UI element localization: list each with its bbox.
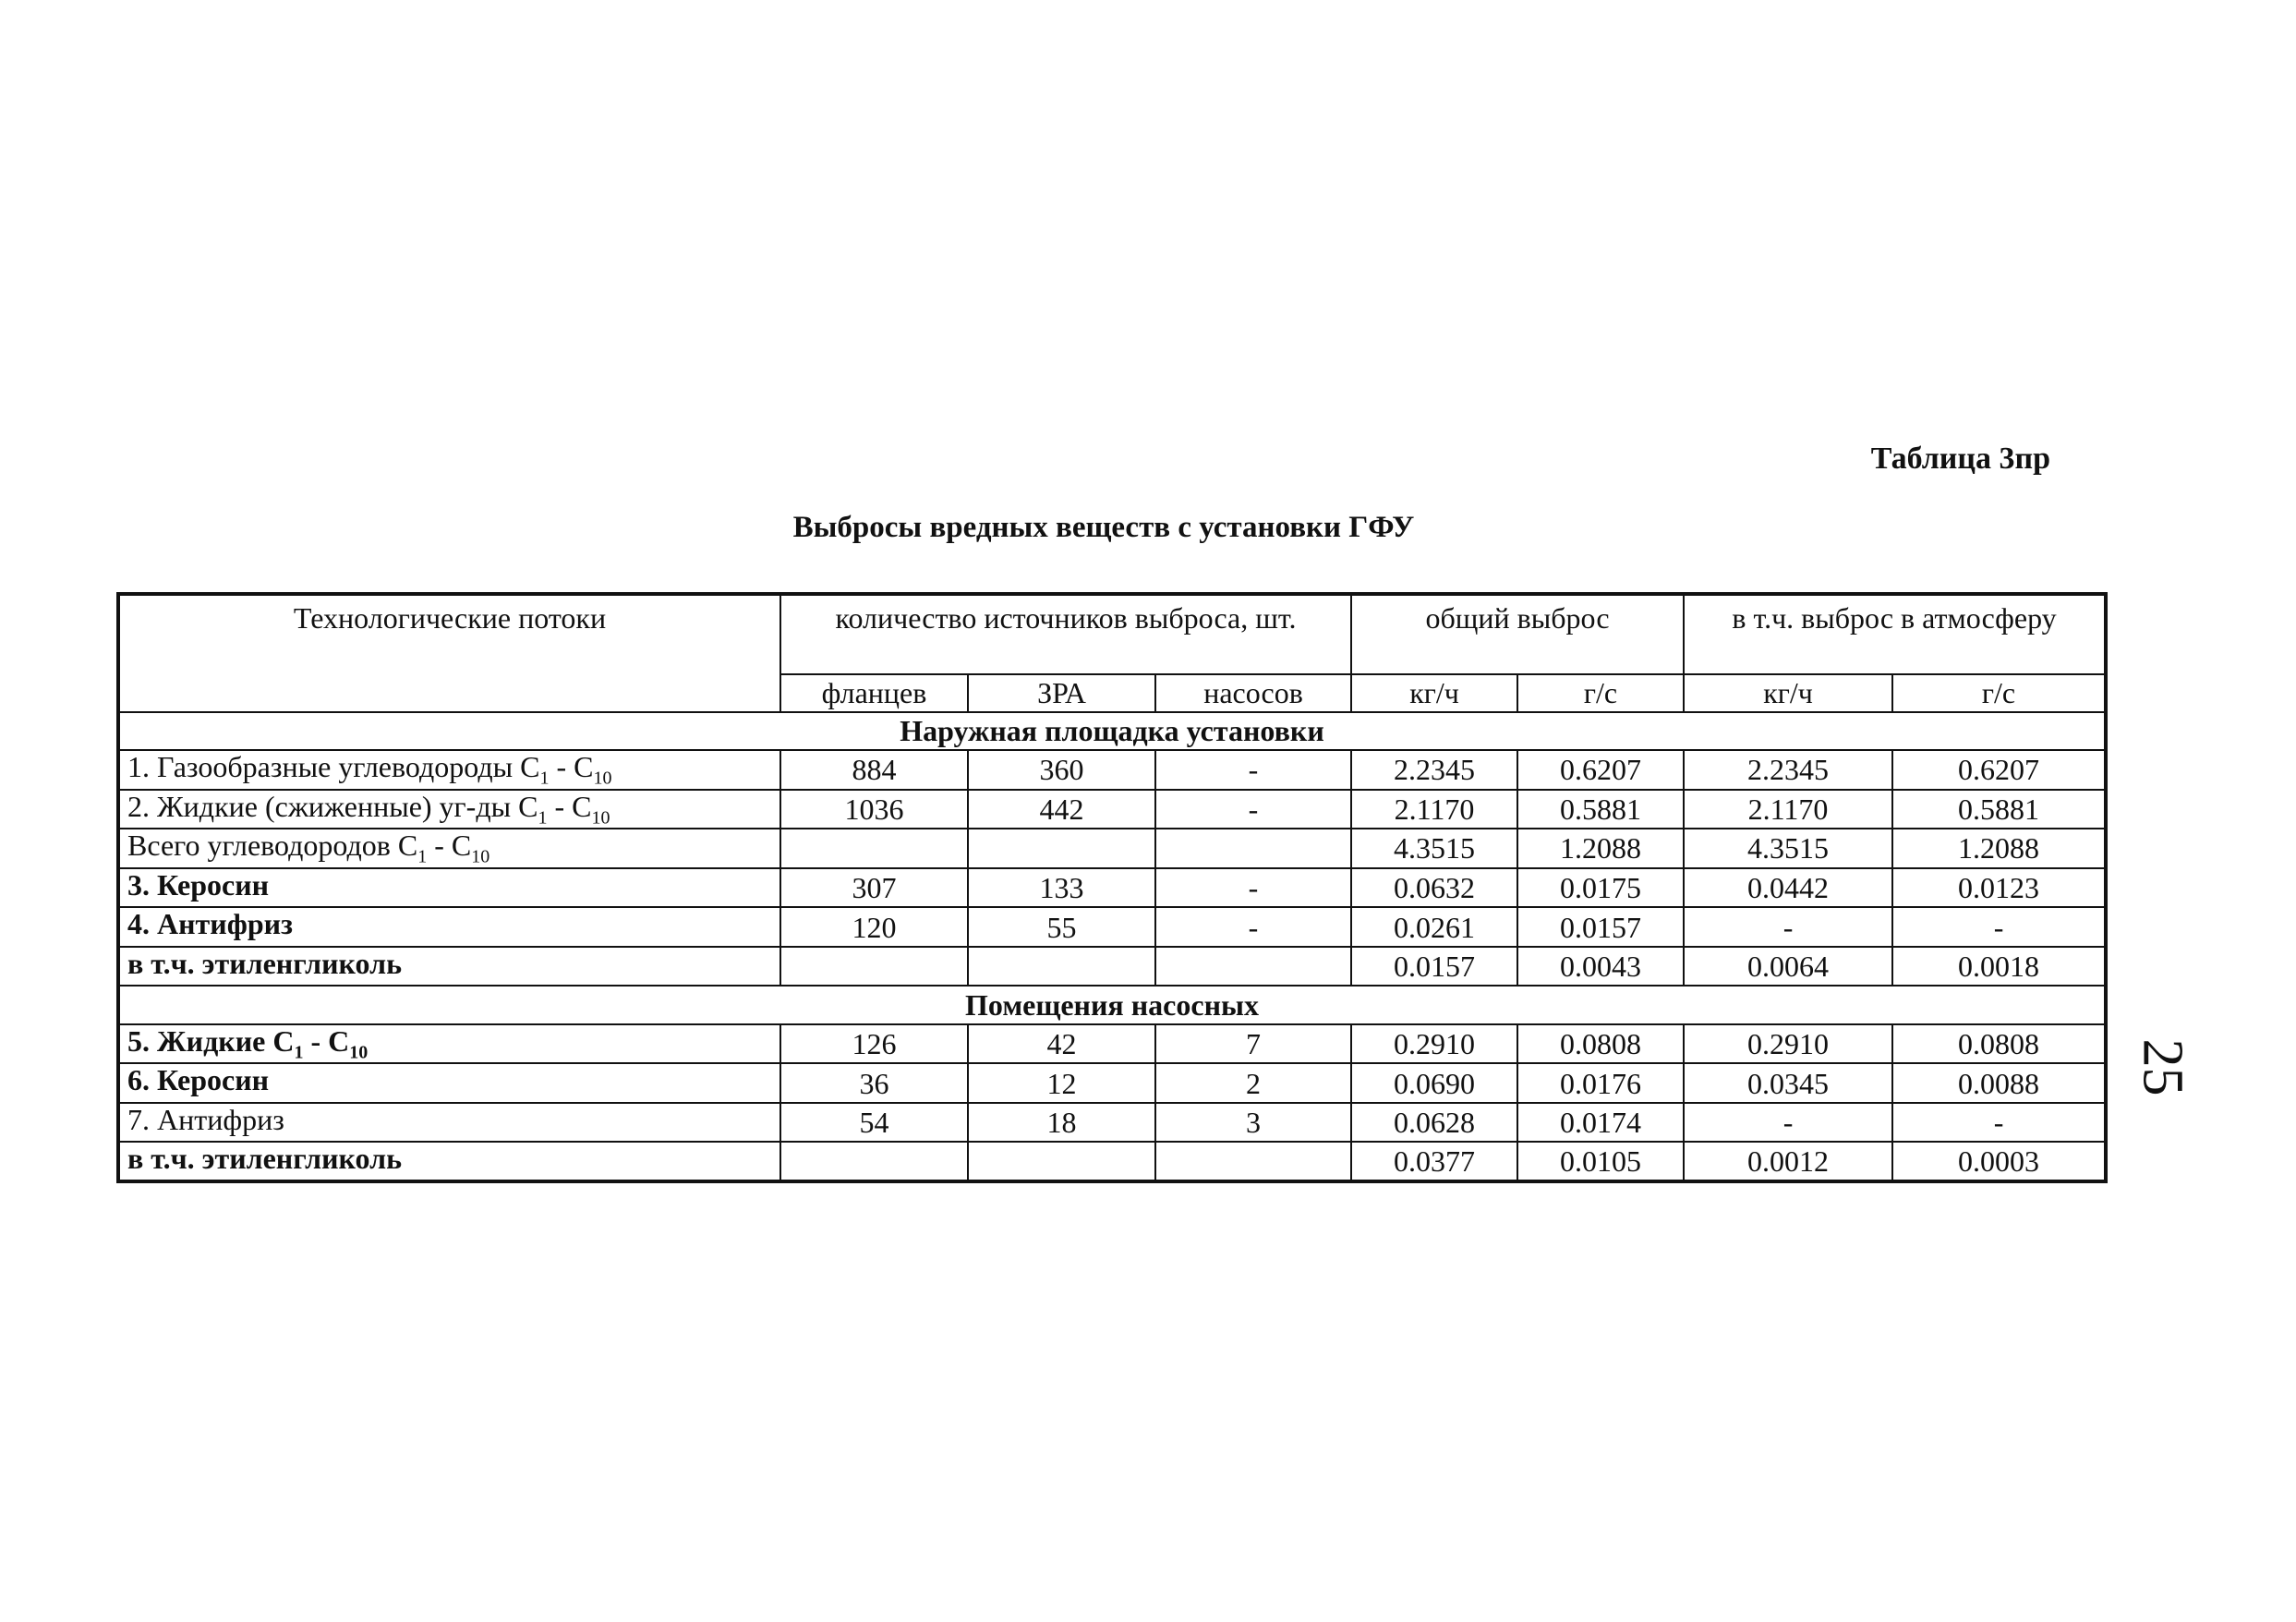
table-row [118, 750, 2106, 790]
table-row [118, 790, 2106, 829]
cell-zra: 442 [968, 790, 1155, 829]
cell-zra: 55 [968, 907, 1155, 947]
cell-kgh: 2.1170 [1351, 790, 1517, 829]
section-row [118, 712, 2106, 751]
cell-zra: 12 [968, 1063, 1155, 1103]
cell-flanges: 126 [780, 1024, 968, 1064]
stream-name [118, 829, 780, 868]
emissions-table [116, 592, 2108, 1183]
cell-atm-kgh: 0.0442 [1684, 868, 1892, 908]
document-title: Выбросы вредных веществ с установки ГФУ [792, 511, 1415, 544]
cell-atm-gs: 0.0088 [1892, 1063, 2106, 1103]
header-zra: ЗРА [968, 674, 1155, 712]
stream-name-name: в т.ч. этиленгликоль [127, 946, 402, 980]
cell-pumps: - [1155, 790, 1351, 829]
cell-atm-kgh: 0.0345 [1684, 1063, 1892, 1103]
header-kgh-atm: кг/ч [1684, 674, 1892, 712]
cell-atm-gs: 0.0123 [1892, 868, 2106, 908]
cell-flanges: 307 [780, 868, 968, 908]
cell-kgh: 0.0632 [1351, 868, 1517, 908]
cell-pumps: 2 [1155, 1063, 1351, 1103]
cell-kgh: 0.0690 [1351, 1063, 1517, 1103]
header-kgh-total: кг/ч [1351, 674, 1517, 712]
table-row [118, 829, 2106, 868]
cell-zra: 133 [968, 868, 1155, 908]
cell-atm-kgh: 0.0064 [1684, 947, 1892, 987]
cell-flanges [780, 947, 968, 987]
header-gs-atm: г/с [1892, 674, 2106, 712]
cell-kgh: 0.0157 [1351, 947, 1517, 987]
cell-atm-gs: 1.2088 [1892, 829, 2106, 868]
stream-name [118, 750, 780, 790]
section-outdoor-site: Наружная площадка установки [118, 712, 2106, 751]
stream-name-name: 7. Антифриз [127, 1102, 284, 1136]
cell-atm-gs: 0.0808 [1892, 1024, 2106, 1064]
cell-atm-kgh: - [1684, 1103, 1892, 1143]
table-row [118, 1103, 2106, 1143]
cell-pumps: - [1155, 907, 1351, 947]
header-gs-total: г/с [1517, 674, 1684, 712]
stream-name-dash: - C [547, 789, 592, 823]
section-pump-rooms: Помещения насосных [118, 986, 2106, 1024]
cell-pumps: 3 [1155, 1103, 1351, 1143]
header-sources: количество источников выброса, шт. [780, 594, 1351, 674]
section-row [118, 986, 2106, 1024]
cell-kgh: 0.0261 [1351, 907, 1517, 947]
cell-zra: 360 [968, 750, 1155, 790]
header-flanges: фланцев [780, 674, 968, 712]
stream-name [118, 868, 780, 908]
header-streams: Технологические потоки [118, 594, 780, 712]
cell-zra: 42 [968, 1024, 1155, 1064]
cell-gs: 1.2088 [1517, 829, 1684, 868]
cell-atm-gs: 0.0018 [1892, 947, 2106, 987]
stream-name-s2: 10 [349, 1042, 369, 1063]
cell-kgh: 2.2345 [1351, 750, 1517, 790]
cell-atm-kgh: 2.1170 [1684, 790, 1892, 829]
cell-kgh: 0.0628 [1351, 1103, 1517, 1143]
table-row [118, 907, 2106, 947]
cell-flanges: 36 [780, 1063, 968, 1103]
cell-atm-kgh: 2.2345 [1684, 750, 1892, 790]
stream-name-dash: - C [303, 1023, 350, 1058]
cell-gs: 0.0175 [1517, 868, 1684, 908]
stream-name [118, 907, 780, 947]
stream-name [118, 1063, 780, 1103]
cell-atm-gs: 0.6207 [1892, 750, 2106, 790]
stream-name-name: 6. Керосин [127, 1063, 270, 1097]
cell-gs: 0.6207 [1517, 750, 1684, 790]
stream-name-s2: 10 [471, 846, 490, 867]
cell-atm-kgh: 0.0012 [1684, 1142, 1892, 1181]
table-row [118, 1142, 2106, 1181]
cell-gs: 0.0157 [1517, 907, 1684, 947]
stream-name-s1: 1 [538, 807, 548, 829]
cell-pumps: - [1155, 868, 1351, 908]
cell-gs: 0.0043 [1517, 947, 1684, 987]
cell-kgh: 0.2910 [1351, 1024, 1517, 1064]
cell-gs: 0.5881 [1517, 790, 1684, 829]
table-row [118, 1063, 2106, 1103]
stream-name-s1: 1 [417, 846, 428, 867]
cell-atm-kgh: 4.3515 [1684, 829, 1892, 868]
cell-pumps: 7 [1155, 1024, 1351, 1064]
stream-name-s1: 1 [539, 768, 550, 789]
cell-atm-kgh: 0.2910 [1684, 1024, 1892, 1064]
stream-name-name: 3. Керосин [127, 867, 270, 902]
stream-name-dash: - C [427, 829, 472, 863]
stream-name [118, 790, 780, 829]
stream-name-name: 2. Жидкие (сжиженные) уг-ды C [127, 789, 538, 823]
stream-name-name: 4. Антифриз [127, 907, 293, 941]
cell-flanges: 884 [780, 750, 968, 790]
cell-gs: 0.0176 [1517, 1063, 1684, 1103]
cell-flanges [780, 1142, 968, 1181]
cell-atm-kgh: - [1684, 907, 1892, 947]
cell-gs: 0.0105 [1517, 1142, 1684, 1181]
cell-flanges: 54 [780, 1103, 968, 1143]
cell-atm-gs: 0.0003 [1892, 1142, 2106, 1181]
cell-pumps: - [1155, 750, 1351, 790]
stream-name-name: 1. Газообразные углеводороды C [127, 750, 540, 784]
cell-flanges [780, 829, 968, 868]
cell-pumps [1155, 1142, 1351, 1181]
cell-zra [968, 829, 1155, 868]
cell-gs: 0.0808 [1517, 1024, 1684, 1064]
stream-name [118, 1103, 780, 1143]
cell-pumps [1155, 829, 1351, 868]
table-row [118, 868, 2106, 908]
stream-name [118, 1024, 780, 1064]
table-row [118, 1024, 2106, 1064]
stream-name-name: 5. Жидкие C [127, 1023, 295, 1058]
cell-flanges: 120 [780, 907, 968, 947]
cell-atm-gs: - [1892, 1103, 2106, 1143]
cell-kgh: 0.0377 [1351, 1142, 1517, 1181]
stream-name-s2: 10 [591, 807, 610, 829]
table-row [118, 947, 2106, 987]
stream-name-name: Всего углеводородов C [127, 829, 418, 863]
header-atmosphere-emission: в т.ч. выброс в атмосферу [1684, 594, 2106, 674]
stream-name-dash: - C [549, 750, 594, 784]
cell-pumps [1155, 947, 1351, 987]
cell-zra [968, 947, 1155, 987]
cell-atm-gs: 0.5881 [1892, 790, 2106, 829]
header-total-emission: общий выброс [1351, 594, 1684, 674]
cell-flanges: 1036 [780, 790, 968, 829]
table-label: Таблица 3пр [1870, 442, 2050, 476]
stream-name [118, 947, 780, 987]
header-pumps: насосов [1155, 674, 1351, 712]
stream-name-s2: 10 [593, 768, 612, 789]
cell-atm-gs: - [1892, 907, 2106, 947]
cell-zra: 18 [968, 1103, 1155, 1143]
stream-name-name: в т.ч. этиленгликоль [127, 1142, 402, 1175]
stream-name [118, 1142, 780, 1181]
cell-kgh: 4.3515 [1351, 829, 1517, 868]
cell-gs: 0.0174 [1517, 1103, 1684, 1143]
cell-zra [968, 1142, 1155, 1181]
stream-name-s1: 1 [294, 1042, 304, 1063]
page-number: 25 [2131, 1038, 2194, 1096]
